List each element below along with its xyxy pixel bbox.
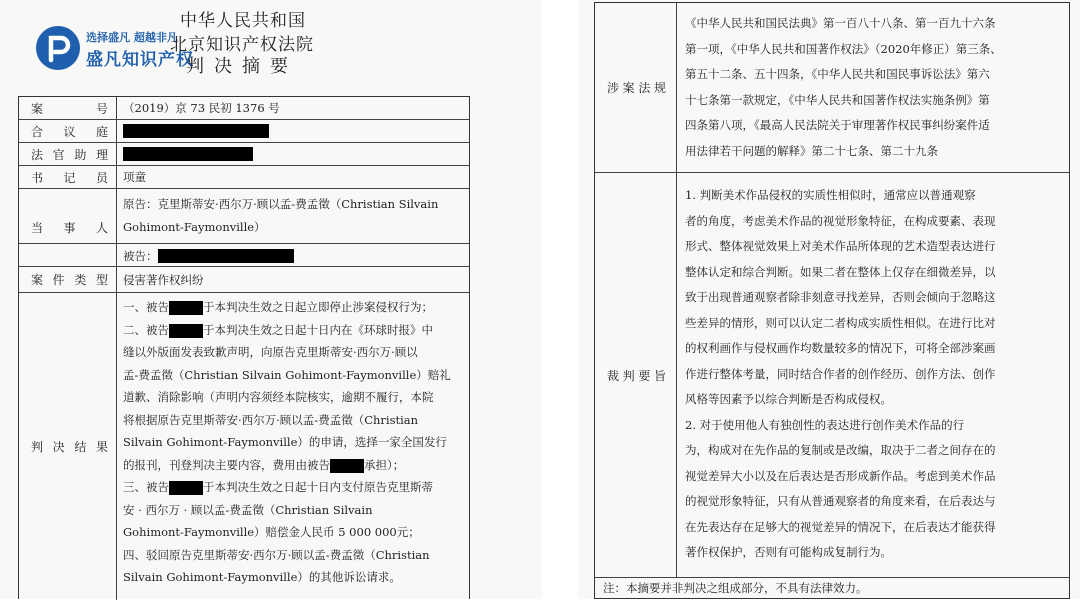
gist-line: 著作权保护，否则有可能构成复制行为。 <box>685 545 892 559</box>
title-court: 北京知识产权法院 <box>170 35 314 55</box>
label-panel: 合 议 庭 <box>19 120 117 142</box>
laws-line: 十七条第一款规定，《中华人民共和国著作权法实施条例》第 <box>685 92 990 107</box>
row-assistant <box>19 143 469 166</box>
gist-line: 者的角度，考虑美术作品的视觉形象特征，在构成要素、表现 <box>685 213 996 228</box>
summary-table <box>594 2 1070 599</box>
gist-line: 形式、整体视觉效果上对美术作品所体现的艺术造型表达进行 <box>685 239 996 253</box>
gist-line: 致于出现普通观察者除非刻意寻找差异，否则会倾向于忽略这 <box>685 290 996 304</box>
label-result: 判 决 结 果 <box>19 293 117 600</box>
gist-line: 视觉差异大小以及在后表达是否形成新作品。考虑到美术作品 <box>685 468 996 483</box>
label-parties: 当 事 人 <box>19 189 117 266</box>
result-line: 四、驳回原告克里斯蒂安·西尔万·顾以孟-费孟徵（Christian <box>123 547 430 562</box>
row-result <box>19 293 469 600</box>
result-line-text: 一、被告 <box>123 300 169 314</box>
gist-line: 风格等因素予以综合判断是否构成侵权。 <box>685 392 892 406</box>
laws-line: 《中华人民共和国民法典》第一百八十八条、第一百九十六条 <box>685 16 996 30</box>
result-line <box>123 476 463 499</box>
redacted-defendant-name <box>169 481 203 495</box>
laws-line: 四条第八项，《最高人民法院关于审理著作权民事纠纷案件适 <box>685 118 990 132</box>
result-line: 将根据原告克里斯蒂安·西尔万·顾以孟-费孟徵（Christian <box>123 412 419 427</box>
row-case-type <box>19 267 469 293</box>
clerk-value: 项童 <box>123 170 146 184</box>
redacted-panel <box>123 124 269 138</box>
laws-text <box>685 11 1063 164</box>
title-doc-type: 判决摘要 <box>186 56 298 77</box>
laws-line: 第一项，《中华人民共和国著作权法》（2020年修正）第三条、 <box>685 41 1002 56</box>
result-line: 缝以外版面发表致歉声明，向原告克里斯蒂安·西尔万·顾以 <box>123 345 418 359</box>
result-line-text: 于本判决生效之日起十日内在《环球时报》中 <box>203 322 433 337</box>
gist-line: 整体认定和综合判断。如果二者在整体上仅存在细微差异，以 <box>685 264 996 279</box>
gist-line: 的视觉形象特征，只有从普通观察者的角度来看，在后表达与 <box>685 494 996 508</box>
logo-brand: 盛凡知识产权 <box>86 50 194 70</box>
label-gist: 裁 判 要 旨 <box>595 173 677 577</box>
label-case-type: 案 件 类 型 <box>19 267 117 292</box>
result-line-text: 二、被告 <box>123 322 169 337</box>
result-line: 孟-费孟徵（Christian Silvain Gohimont-Faymonville）赔礼 <box>123 367 451 382</box>
result-line: 道歉、消除影响（声明内容须经本院核实，逾期不履行，本院 <box>123 390 434 404</box>
label-case-no: 案 号 <box>19 97 117 119</box>
title-country: 中华人民共和国 <box>180 11 306 31</box>
result-line <box>123 319 463 342</box>
result-line <box>123 454 463 477</box>
case-type-value: 侵害著作权纠纷 <box>123 272 204 287</box>
label-laws: 涉 案 法 规 <box>595 3 677 172</box>
label-assistant: 法 官 助 理 <box>19 143 117 165</box>
result-line <box>123 296 463 319</box>
defendant-label: 被告： <box>123 248 158 263</box>
plaintiff-line-1: 原告：克里斯蒂安·西尔万·顾以孟-费孟徵（Christian Silvain <box>123 197 439 211</box>
redacted-defendant-name <box>169 301 203 315</box>
result-line: Gohimont-Faymonville）赔偿金人民币 5 000 000元； <box>123 525 420 539</box>
result-line-text: 三、被告 <box>123 480 169 494</box>
gist-line: 2. 对于使用他人有独创性的表达进行创作美术作品的行 <box>685 417 965 432</box>
result-line: Silvain Gohimont-Faymonville）的申请，选择一家全国发行 <box>123 435 447 449</box>
gist-line: 作进行整体考量，同时结合作者的创作经历、创作方法、创作 <box>685 366 996 381</box>
gist-line: 在先表达存在足够大的视觉差异的情况下，在后表达才能获得 <box>685 519 996 534</box>
row-case-no <box>19 97 469 120</box>
redacted-defendant <box>158 249 294 263</box>
redacted-defendant-name <box>330 459 364 473</box>
laws-line: 第五十二条、五十四条，《中华人民共和国民事诉讼法》第六 <box>685 67 990 81</box>
right-page <box>578 0 1080 599</box>
row-clerk <box>19 166 469 189</box>
disclaimer-note: 注：本摘要并非判决之组成部分，不具有法律效力。 <box>603 581 868 595</box>
result-line-text: 承担）； <box>364 457 405 472</box>
case-info-table <box>18 96 470 599</box>
logo-mark-icon <box>36 26 80 70</box>
gist-line: 1. 判断美术作品侵权的实质性相似时，通常应以普通观察 <box>685 188 976 202</box>
row-parties <box>19 189 469 267</box>
row-note <box>595 578 1069 598</box>
laws-line: 用法律若干问题的解释》第二十七条、第二十九条 <box>685 143 938 158</box>
result-line: 安 · 西尔万 · 顾以孟-费孟徵（Christian Silvain <box>123 502 373 517</box>
result-line: Silvain Gohimont-Faymonville）的其他诉讼请求。 <box>123 570 401 584</box>
gist-text <box>685 183 1063 566</box>
row-panel <box>19 120 469 143</box>
redacted-defendant-name <box>169 324 203 338</box>
result-line-text: 于本判决生效之日起十日内支付原告克里斯蒂 <box>203 480 433 494</box>
result-line-text: 于本判决生效之日起立即停止涉案侵权行为； <box>203 300 433 314</box>
logo-slogan: 选择盛凡 超越非凡 <box>86 31 178 44</box>
case-no-value: （2019）京 73 民初 1376 号 <box>123 101 280 115</box>
redacted-assistant <box>123 147 253 161</box>
gist-line: 为，构成对在先作品的复制或是改编，取决于二者之间存在的 <box>685 443 996 457</box>
result-line-text: 的报刊，刊登判决主要内容，费用由被告 <box>123 457 330 472</box>
result-text <box>123 296 463 589</box>
label-clerk: 书 记 员 <box>19 166 117 188</box>
row-laws <box>595 3 1069 173</box>
gist-line: 的权利画作与侵权画作均数量较多的情况下，可将全部涉案画 <box>685 341 996 355</box>
gist-line: 些差异的情形，则可以认定二者构成实质性相似。在进行比对 <box>685 315 996 330</box>
plaintiff-line-2: Gohimont-Faymonville） <box>123 219 266 234</box>
row-gist <box>595 173 1069 578</box>
